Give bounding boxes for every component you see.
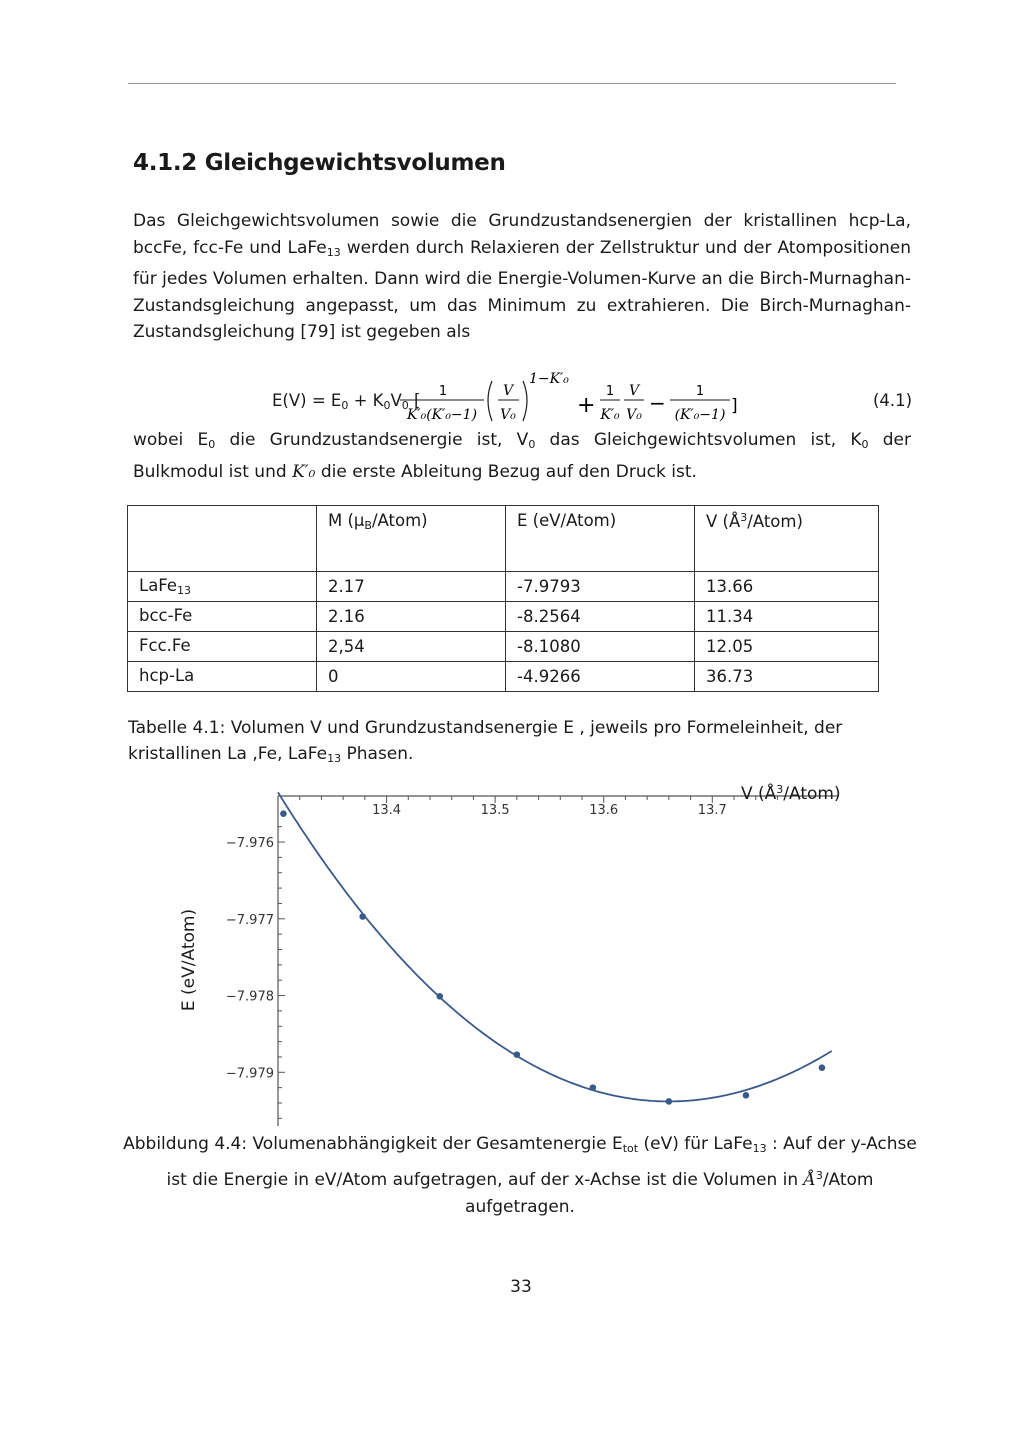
data-point xyxy=(514,1051,521,1058)
table-caption: Tabelle 4.1: Volumen V und Grundzustandsenergie E , jeweils pro Formeleinheit, der kristallinen La ,Fe, LaFe$_{13}$ Phasen. xyxy=(128,718,843,765)
k0-prime-symbol: K′₀ xyxy=(292,461,316,482)
section-heading: 4.1.2 Gleichgewichtsvolumen xyxy=(133,150,506,176)
table-row xyxy=(128,602,879,632)
y-tick-label: −7.978 xyxy=(225,989,274,1005)
svg-text:1: 1 xyxy=(438,384,448,399)
birch-murnaghan-equation xyxy=(0,365,1024,425)
svg-text:1: 1 xyxy=(695,384,705,399)
header-cell-volume: V $(Å^3/Atom)$ xyxy=(695,506,879,572)
data-point xyxy=(436,993,443,1000)
x-tick-label: 13.7 xyxy=(697,803,727,818)
phase-cell: bcc-Fe xyxy=(128,602,317,632)
phase-cell: LaFe$_{13}$ xyxy=(128,572,317,602)
chart-points xyxy=(280,810,825,1104)
phase-cell: hcp-La xyxy=(128,662,317,692)
results-table xyxy=(127,505,879,692)
svg-text:V₀: V₀ xyxy=(500,407,516,423)
svg-text:−: − xyxy=(649,391,666,415)
svg-text:1: 1 xyxy=(605,384,615,399)
m-cell: 0 xyxy=(317,662,506,692)
y-axis-label: E (eV/Atom) xyxy=(179,908,199,1012)
x-axis-label: V $(Å^3/Atom)$ xyxy=(741,783,841,804)
m-cell: 2.16 xyxy=(317,602,506,632)
svg-text:K′₀(K′₀−1): K′₀(K′₀−1) xyxy=(406,407,478,423)
equation-number: (4.1) xyxy=(873,391,913,410)
equation-lhs: $E(V) = E_0 + K_0V_0$ [ xyxy=(272,391,421,412)
svg-text:V₀: V₀ xyxy=(626,407,642,423)
angstrom-unit-symbol: Å xyxy=(803,1170,816,1190)
e-cell: -8.2564 xyxy=(506,602,695,632)
svg-text:+: + xyxy=(577,393,596,418)
e-cell: -7.9793 xyxy=(506,572,695,602)
svg-text:(K′₀−1): (K′₀−1) xyxy=(674,407,726,423)
x-tick-label: 13.5 xyxy=(480,803,510,818)
e-cell: -8.1080 xyxy=(506,632,695,662)
data-point xyxy=(743,1092,750,1099)
v-cell: 36.73 xyxy=(695,662,879,692)
svg-text:V: V xyxy=(628,383,640,399)
fit-curve xyxy=(278,792,832,1101)
energy-volume-chart xyxy=(170,780,870,1130)
svg-text:V: V xyxy=(502,383,514,399)
page-number: 33 xyxy=(510,1277,532,1297)
header-cell-empty xyxy=(128,506,317,572)
phase-cell: Fcc.Fe xyxy=(128,632,317,662)
data-point xyxy=(666,1098,673,1105)
equation-fraction-terms xyxy=(398,369,748,427)
table-header-row xyxy=(128,506,879,572)
m-cell: 2,54 xyxy=(317,632,506,662)
data-point xyxy=(280,810,287,817)
header-rule xyxy=(128,83,896,84)
m-cell: 2.17 xyxy=(317,572,506,602)
e-cell: -4.9266 xyxy=(506,662,695,692)
table-row xyxy=(128,662,879,692)
data-point xyxy=(590,1084,597,1091)
y-tick-label: −7.976 xyxy=(225,836,274,852)
y-tick-label: −7.977 xyxy=(225,912,274,928)
intro-paragraph: Das Gleichgewichtsvolumen sowie die Grundzustandsenergien der kristallinen hcp-La, bccFe, fcc-Fe und LaFe$_{13}$ werden durch Relaxieren der Zellstruktur und der Atompositionen für jedes Volumen erhalten. Dann wird die Energie-Volumen-Kurve an die Birch-Murnaghan-Zustandsgleichung angepasst, um das Minimum zu extrahieren. Die Birch-Murnaghan-Zustandsgleichung [79] ist gegeben als xyxy=(133,211,911,342)
table-row xyxy=(128,572,879,602)
y-tick-label: −7.979 xyxy=(225,1066,274,1082)
x-tick-label: 13.4 xyxy=(372,803,402,818)
data-point xyxy=(819,1064,826,1071)
table-row xyxy=(128,632,879,662)
svg-text:1−K′₀: 1−K′₀ xyxy=(529,371,569,387)
v-cell: 12.05 xyxy=(695,632,879,662)
svg-text:K′₀: K′₀ xyxy=(600,407,620,423)
header-cell-magnetic-moment: M $(\mu_B/Atom)$ xyxy=(317,506,506,572)
v-cell: 11.34 xyxy=(695,602,879,632)
equation-explanation: wobei $E_0$ die Grundzustandsenergie ist, $V_0$ das Gleichgewichtsvolumen ist, $K_0$ der Bulkmodul ist und K′₀ die erste Ableitung Bezug auf den Druck ist. xyxy=(133,430,911,482)
svg-text:]: ] xyxy=(731,396,738,416)
header-cell-energy: E (eV/Atom) xyxy=(506,506,695,572)
data-point xyxy=(359,913,366,920)
figure-caption: Abbildung 4.4: Volumenabhängigkeit der Gesamtenergie $E_{tot}$ (eV) für LaFe$_{13}$ : Auf der y-Achse ist die Energie in eV/Atom aufgetragen, auf der x-Achse ist die Volumen in $Å^3$/Atom aufgetragen. xyxy=(123,1134,917,1217)
v-cell: 13.66 xyxy=(695,572,879,602)
x-tick-label: 13.6 xyxy=(589,803,619,818)
